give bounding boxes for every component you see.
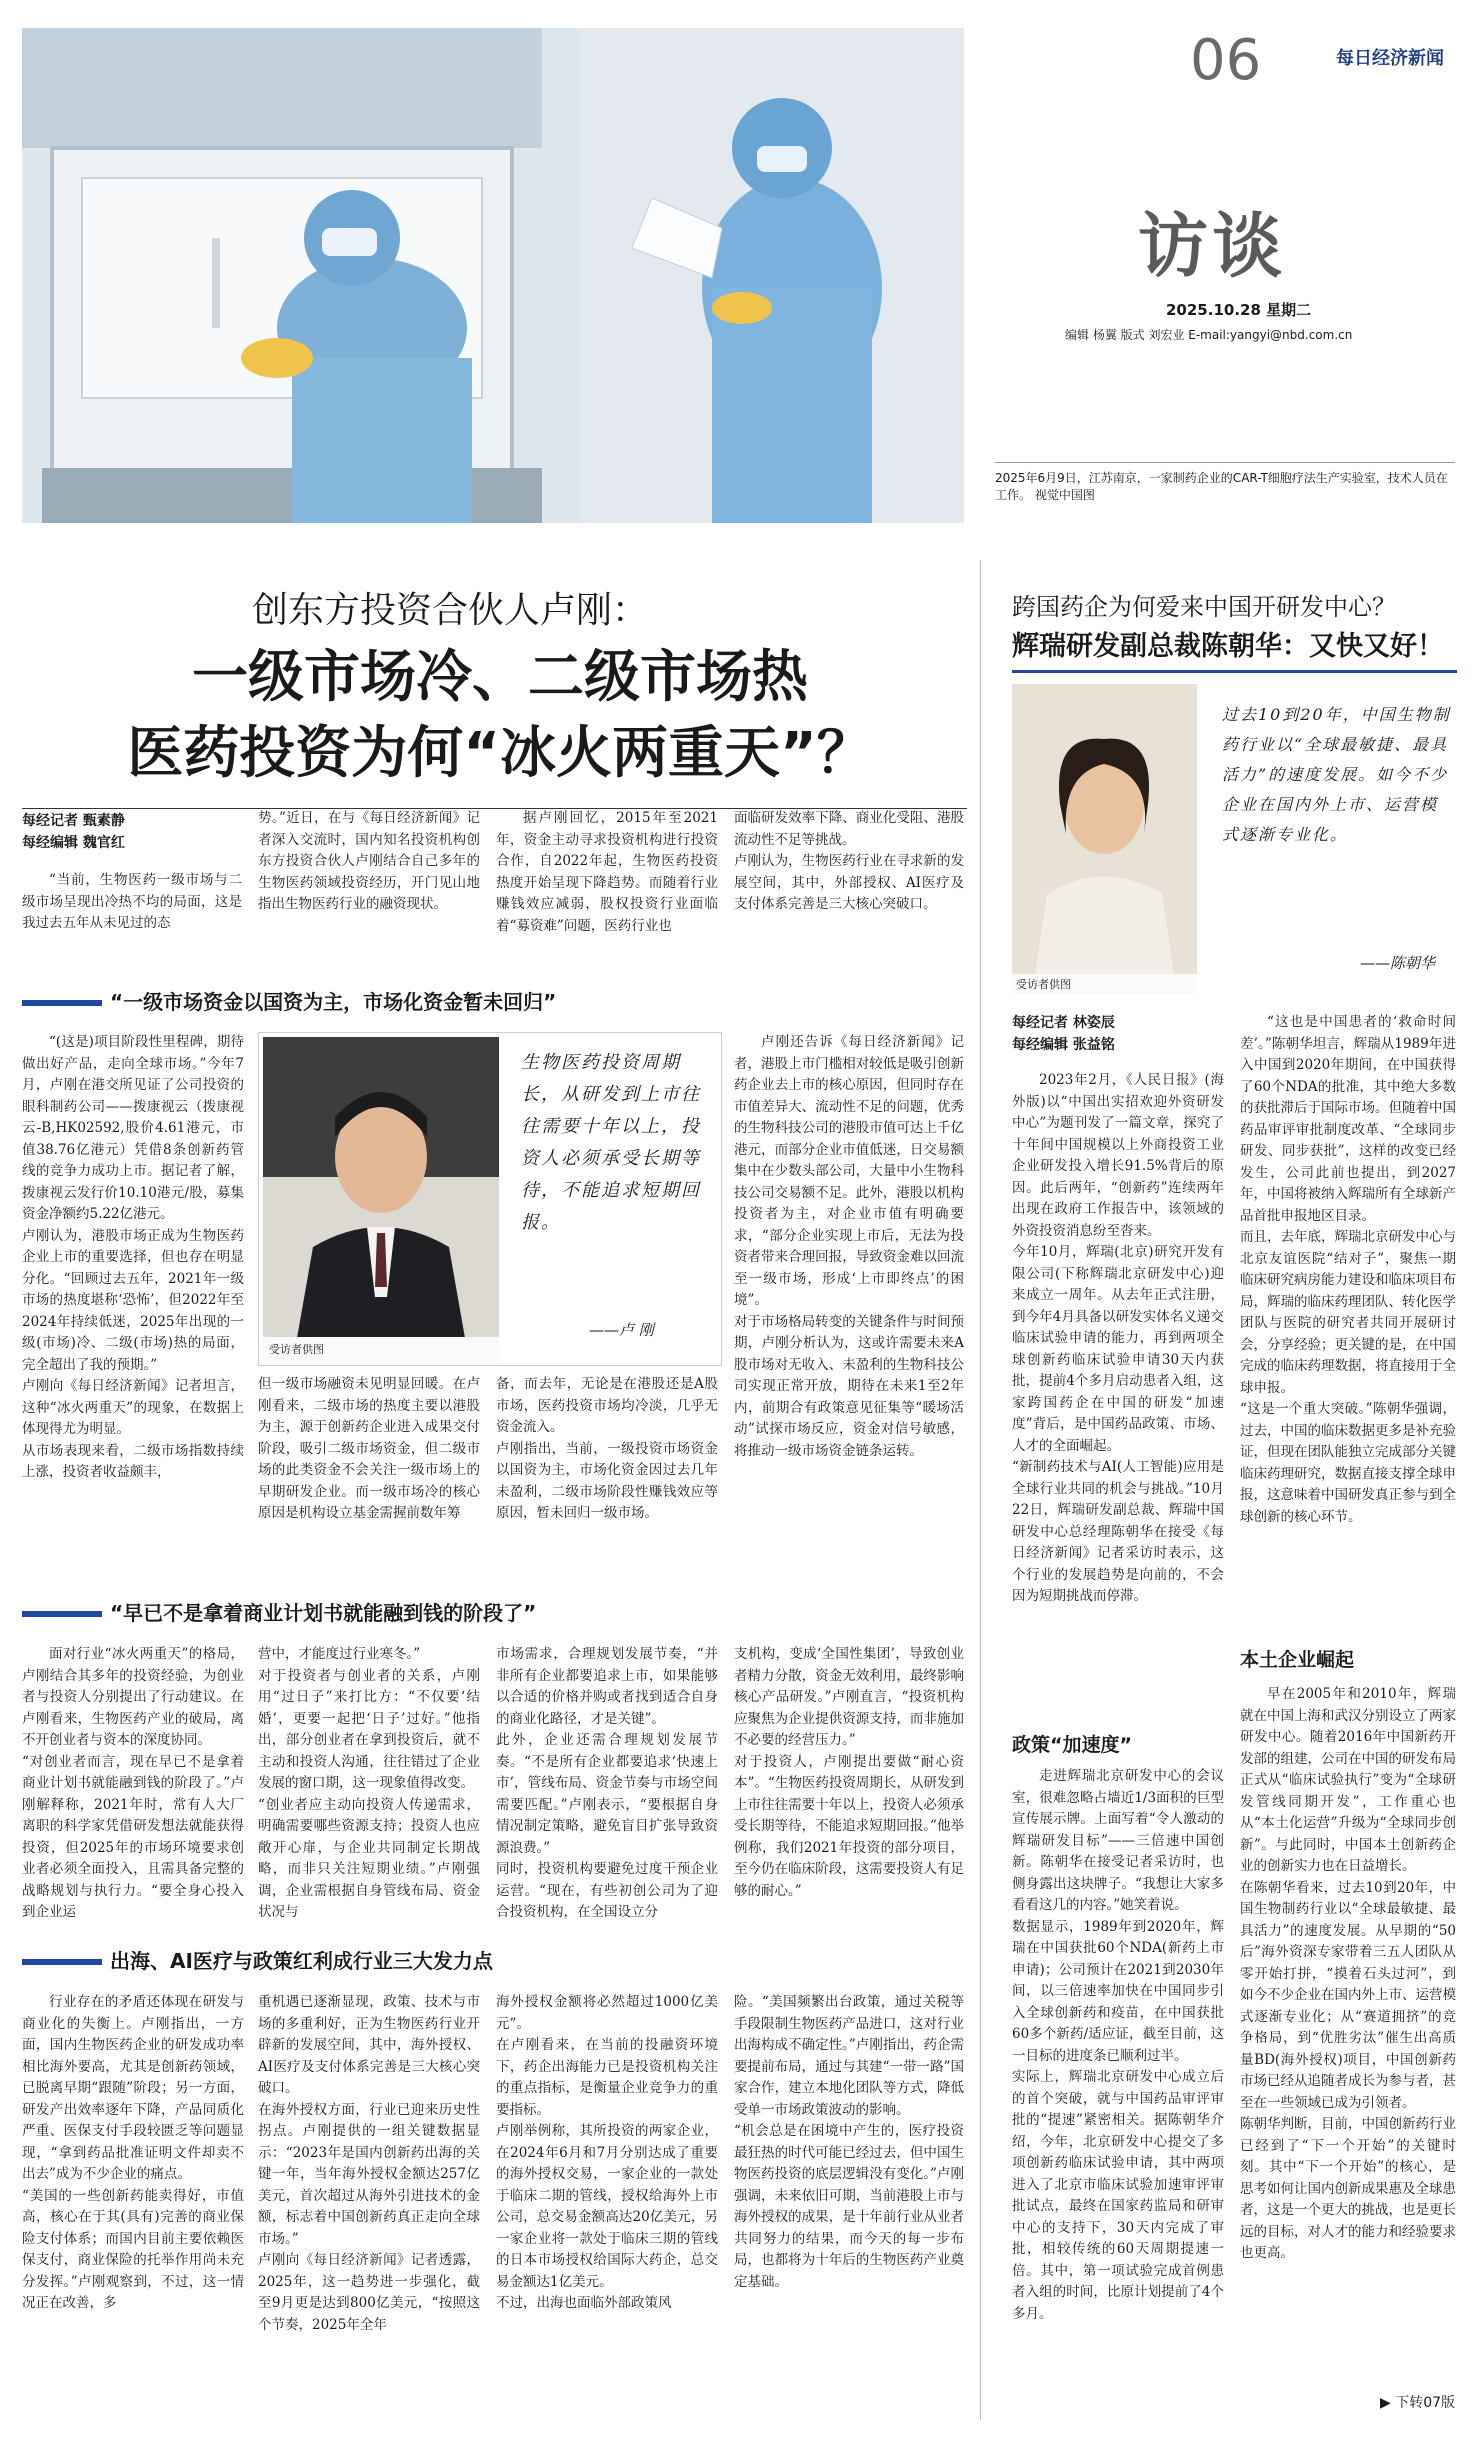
side-col2b: 早在2005年和2010年，辉瑞就在中国上海和武汉分别设立了两家研发中心。随着2016年中国新药开发部的组建，公司在中国的研发布局正式从“临床试验执行”变为“全球研发管线同期开发”，工作重心也从“本土化运营”升级为“全球同步创新”。与此同时，中国本土创新药企业的创新实力也在日益增长。 在陈朝华看来，过去10到20年，中国生物制药行业以“全球最敏捷、最具活力”的速度发展。从早期的“50后”海外资深专家带着三五人团队从零开始打拼，“摸着石头过河”，到如今不少企业在国内外上市、运营模式逐渐专业化；从“赛道拥挤”的竞争格局，到“优胜劣汰”催生出高质量BD(海外授权)项目，中国创新药市场已经从追随者成长为参与者，甚至在一些领域已成为引领者。 陈朝华判断，目前，中国创新药行业已经到了“下一个开始”的关键时刻。其中“下一个开始”的核心，是思考如何让国内创新成果惠及全球患者，这是一个更大的挑战，也是更长远的目标，对人才的能力和经验要求也更高。 <box>1240 1686 1456 2261</box>
section3-col1: 行业存在的矛盾还体现在研发与商业化的失衡上。卢刚指出，一方面，国内生物医药企业的研发成功率相比海外要高，尤其是创新药领域，已脱离早期“跟随”阶段；另一方面，研发产出效率逐年下降，产品同质化严重、医保支付手段较匮乏等问题显现，“拿到药品批准证明文件却卖不出去”成为不少企业的痛点。 “美国的一些创新药能卖得好，市值高，核心在于其(具有)完善的商业保险支付体系；而国内目前主要依赖医保支付，商业保险的托举作用尚未充分发挥。”卢刚观察到，不过，这一情况正在改善，多 <box>22 1994 244 2311</box>
section1-col4: 卢刚还告诉《每日经济新闻》记者，港股上市门槛相对较低是吸引创新药企业去上市的核心原因，但同时存在市值差异大、流动性不足的问题，优秀的生物科技公司的港股市值可达上千亿港元，而部分企业市值低迷，日交易额集中在少数头部公司，大量中小生物科技公司交易额不足。此外，港股以机构投资者为主，对企业市值有明确要求，“部分企业实现上市后，无法为投资者带来合理回报，导致资金难以回流至一级市场，形成‘上市即终点’的困境”。 对于市场格局转变的关键条件与时间预期，卢刚分析认为，这或许需要未来A股市场对无收入、未盈利的生物科技公司实现正常开放，期待在未来1至2年内，前期合有政策意见征集等“暖场活动”试探市场反应，资金对信号敏感，将推动一级市场资金链条运转。 <box>734 1034 964 1459</box>
main-headline-line1: 一级市场冷、二级市场热 <box>192 645 808 710</box>
section3-title: 出海、AI医疗与政策红利成行业三大发力点 <box>110 1949 493 1973</box>
portrait-lugang-credit: 受访者供图 <box>269 1343 324 1356</box>
issue-date: 2025.10.28 星期二 <box>1166 301 1312 319</box>
portrait-chenzhaohua-credit: 受访者供图 <box>1016 978 1071 991</box>
side-quote-sign: ——陈朝华 <box>1360 954 1436 972</box>
side-reporter: 每经记者 林姿辰 <box>1012 1015 1115 1031</box>
photo-caption: 2025年6月9日，江苏南京，一家制药企业的CAR-T细胞疗法生产实验室，技术人员在工作。 视觉中国图 <box>995 471 1448 502</box>
page-editors: 编辑 杨翼 版式 刘宏业 E-mail:yangyi@nbd.com.cn <box>1065 328 1353 342</box>
side-headline-rule <box>1012 670 1457 673</box>
side-byline <box>1012 1012 1115 1056</box>
next-page-label: 下转07版 <box>1395 2395 1456 2411</box>
section2-col1: 面对行业“冰火两重天”的格局，卢刚结合其多年的投资经验，为创业者与投资人分别提出了行动建议。在卢刚看来，生物医药产业的破局，离不开创业者与资本的深度协同。 “对创业者而言，现在早已不是拿着商业计划书就能融到钱的阶段了。”卢刚解释称，2021年时，常有人大厂离职的科学家凭借研发想法就能获得投资，但2025年的市场环境要求创业者必须全面投入，且需具备完整的战略规划与执行力。“要全身心投入到企业运 <box>22 1646 244 1920</box>
side-col2: “这也是中国患者的‘救命时间差’。”陈朝华坦言，辉瑞从1989年进入中国到2020年期间，在中国获得了60个NDA的批准，其中绝大多数的获批滞后于国际市场。但随着中国药品审评审批制度改革、“全球同步研发、同步获批”，这样的改变已经发生，公司此前也提出，到2027年，中国将被纳入辉瑞所有全球新产品首批申报地区目录。 而且，去年底，辉瑞北京研发中心与北京友谊医院“结对子”，聚焦一期临床研究病房能力建设和临床项目布局，辉瑞的临床药理团队、转化医学团队与医院的研究者共同开展研讨会，分享经验；更关键的是，在中国完成的临床药理数据，将直接用于全球申报。 “这是一个重大突破。”陈朝华强调，过去，中国的临床数据更多是补充验证，但现在团队能独立完成部分关键临床药理研究，数据直接支撑全球申报，这意味着中国研发真正参与到全球创新的核心环节。 <box>1240 1014 1456 1525</box>
section3-col2: 重机遇已逐渐显现，政策、技术与市场的多重利好，正为生物医药行业开辟新的发展空间，其中，海外授权、AI医疗及支付体系完善是三大核心突破口。 在海外授权方面，行业已迎来历史性拐点。卢刚提供的一组关键数据显示：“2023年是国内创新药出海的关键一年，当年海外授权金额达257亿美元，首次超过从海外引进技术的金额，标志着中国创新药真正走向全球市场。” 卢刚向《每日经济新闻》记者透露，2025年，这一趋势进一步强化，截至9月更是达到800亿美元，“按照这个节奏，2025年全年 <box>258 1994 480 2333</box>
main-reporter: 每经记者 甄素静 <box>22 813 125 829</box>
side-sub2: 本土企业崛起 <box>1240 1649 1355 1671</box>
section2-title: “早已不是拿着商业计划书就能融到钱的阶段了” <box>110 1601 537 1625</box>
lab-scene-illustration <box>22 28 964 523</box>
main-byline <box>22 810 125 854</box>
main-headline-line2: 医药投资为何“冰火两重天”？ <box>127 721 873 786</box>
side-quote: 过去10到20年，中国生物制药行业以“全球最敏捷、最具活力”的速度发展。如今不少企业在国内外上市、运营模式逐渐专业化。 <box>1222 705 1451 844</box>
lead-col-1: “当前，生物医药一级市场与二级市场呈现出冷热不均的局面，这是我过去五年从未见过的态 <box>22 872 242 931</box>
section1-bar <box>22 1000 102 1006</box>
side-sub1: 政策“加速度” <box>1012 1734 1132 1756</box>
portrait-lugang <box>263 1037 499 1361</box>
next-page-arrow-icon: ▶ <box>1380 2395 1396 2411</box>
column-divider <box>980 560 981 2420</box>
portrait-box-lugang <box>258 1032 722 1366</box>
main-kicker: 创东方投资合伙人卢刚： <box>252 590 649 631</box>
portrait-chenzhaohua-figure <box>1012 684 1197 994</box>
side-col1b: 走进辉瑞北京研发中心的会议室，很难忽略占墙近1/3面积的巨型宣传展示牌。上面写着“令人激动的辉瑞研发目标”——三倍速中国创新。陈朝华在接受记者采访时，也侧身露出这块牌子。“我想让大家多看看这几的内容。”她笑着说。 数据显示，1989年到2020年，辉瑞在中国获批60个NDA(新药上市申请)；公司预计在2021到2030年间，以三倍速率加快在中国同步引入全球创新药和疫苗，在中国获批60多个新药/适应证，截至目前，这一目标的进度条已顺利过半。 实际上，辉瑞北京研发中心成立后的首个突破，就与中国药品审评审批的“提速”紧密相关。据陈朝华介绍，今年，北京研发中心提交了多项创新药临床试验申请，其中两项进入了北京市临床试验加速审评审批试点，最终在国家药监局和研审中心的支持下，30天内完成了审批，相较传统的60天周期提速一倍。其中，第一项试验完成首例患者入组的时间，比原计划提前了4个多月。 <box>1012 1768 1224 2322</box>
top-photo <box>22 28 964 523</box>
section3-col3: 海外授权金额将必然超过1000亿美元”。 在卢刚看来，在当前的投融资环境下，药企出海能力已是投资机构关注的重点指标，是衡量企业竞争力的重要指标。 卢刚举例称，其所投资的两家企业，在2024年6月和7月分别达成了重要的海外授权交易，一家企业的一款处于临床二期的管线，授权给海外上市公司，总交易金额高达20亿美元，另一家企业将一款处于临床三期的管线的日本市场授权给国际大药企，总交易金额达1亿美元。 不过，出海也面临外部政策风 <box>496 1994 718 2311</box>
section2-col3: 市场需求，合理规划发展节奏，“并非所有企业都要追求上市，如果能够以合适的价格并购或者找到适合自身的商业化路径，才是关键”。 此外，企业还需合理规划发展节奏。“不是所有企业都要追求‘快速上市’，管线布局、资金节奏与市场空间需要匹配。”卢刚表示，“要根据自身情况制定策略，避免盲目扩张导致资源浪费。” 同时，投资机构要避免过度干预企业运营。“现在，有些初创公司为了迎合投资机构，在全国设立分 <box>496 1646 718 1920</box>
main-editor: 每经编辑 魏官红 <box>22 835 125 851</box>
side-col1: 2023年2月，《人民日报》(海外版)以“中国出实招欢迎外资研发中心”为题刊发了一篇文章，探究了十年间中国规模以上外商投资工业企业研发投入增长91.5%背后的原因。此后两年，“创新药”连续两年出现在政府工作报告中，该领域的外资投资消息纷至沓来。 今年10月，辉瑞(北京)研究开发有限公司(下称辉瑞北京研发中心)迎来成立一周年。从去年正式注册，到今年4月具备以研发实体名义递交临床试验申请的能力，再到两项全球创新药临床试验申请30天内获批，提前4个多月启动患者入组，这家跨国药企在中国的研发“加速度”背后，是中国药品政策、市场、人才的全面崛起。 “新制药技术与AI(人工智能)应用是全球行业共同的机会与挑战。”10月22日，辉瑞研发副总裁、辉瑞中国研发中心总经理陈朝华在接受《每日经济新闻》记者采访时表示，这个行业的发展趋势是向前的，不会因为短期挑战而停滞。 <box>1012 1072 1224 1604</box>
caption-divider <box>995 462 1455 463</box>
side-headline: 辉瑞研发副总裁陈朝华：又快又好！ <box>1012 631 1444 662</box>
portrait-lugang-quote: 生物医药投资周期长，从研发到上市往往需要十年以上，投资人必须承受长期等待，不能追求短期回报。 <box>521 1052 701 1233</box>
section1-col1: “(这是)项目阶段性里程碑，期待做出好产品，走向全球市场。”今年7月，卢刚在港交所见证了公司投资的眼科制药公司——拨康视云（拨康视云-B,HK02592,股价4.61港元，市值38.76亿港元）凭借8条创新药管线的竞争力成功上市。据记者了解，拨康视云发行价10.10港元/股，募集资金净额约5.22亿港元。 卢刚认为，港股市场正成为生物医药企业上市的重要选择，但也存在明显分化。“回顾过去五年，2021年一级市场的热度堪称‘恐怖’，但2022年至2024年持续低迷，2025年出现的一级(市场)冷、二级(市场)热的局面，完全超出了我的预期。” 卢刚向《每日经济新闻》记者坦言，这种“冰火两重天”的现象，在数据上体现得尤为明显。 从市场表现来看，二级市场指数持续上涨，投资者收益颇丰， <box>22 1034 244 1480</box>
section1-col3: 备，而去年，无论是在港股还是A股市场，医药投资市场均冷淡，几乎无资金流入。 卢刚指出，当前，一级投资市场资金以国资为主，市场化资金因过去几年未盈利，二级市场阶段性赚钱效应等原因，暂未回归一级市场。 <box>496 1376 718 1521</box>
section2-col2: 营中，才能度过行业寒冬。” 对于投资者与创业者的关系，卢刚用“过日子”来打比方：“不仅要‘结婚’，更要一起把‘日子’过好。”他指出，部分创业者在拿到投资后，就不主动和投资人沟通，往往错过了企业发展的窗口期，这一现象值得改变。 “创业者应主动向投资人传递需求，明确需要哪些资源支持；投资人也应敞开心扉，与企业共同制定长期战略，而非只关注短期业绩。”卢刚强调，企业需根据自身管线布局、资金状况与 <box>258 1646 480 1920</box>
lead-col-4: 面临研发效率下降、商业化受阻、港股流动性不足等挑战。 卢刚认为，生物医药行业在寻求新的发展空间，其中，外部授权、AI医疗及支付体系完善是三大核心突破口。 <box>734 810 964 912</box>
side-kicker: 跨国药企为何爱来中国开研发中心？ <box>1012 593 1396 621</box>
portrait-lugang-sign: ——卢 刚 <box>589 1321 654 1339</box>
section1-col2: 但一级市场融资未见明显回暖。在卢刚看来，二级市场的热度主要以港股为主，源于创新药企业进入成果交付阶段，吸引二级市场资金，但二级市场的此类资金不会关注一级市场上的早期研发企业。而一级市场冷的核心原因是机构设立基金需握前数年筹 <box>258 1376 480 1521</box>
page-number: 06 <box>1190 28 1262 93</box>
portrait-lugang-figure <box>263 1037 499 1361</box>
section1-title: “一级市场资金以国资为主，市场化资金暂未回归” <box>110 990 557 1014</box>
side-editor: 每经编辑 张益铭 <box>1012 1037 1115 1053</box>
lead-col-2: 势。”近日，在与《每日经济新闻》记者深入交流时，国内知名投资机构创东方投资合伙人卢刚结合自己多年的生物医药领域投资经历，开门见山地指出生物医药行业的融资现状。 <box>258 810 480 912</box>
lead-col-3: 据卢刚回忆，2015年至2021年，资金主动寻求投资机构进行投资合作，自2022年起，生物医药投资热度开始呈现下降趋势。而随着行业赚钱效应减弱，股权投资行业面临着“募资难”问题，医药行业也 <box>496 810 718 934</box>
section2-bar <box>22 1611 102 1617</box>
portrait-chenzhaohua <box>1012 684 1197 994</box>
section-title: 访谈 <box>1138 204 1286 287</box>
section2-col4: 支机构，变成‘全国性集团’，导致创业者精力分散，资金无效利用，最终影响核心产品研发。”卢刚直言，“投资机构应聚焦为企业提供资源支持，而非施加不必要的经营压力。” 对于投资人，卢刚提出要做“耐心资本”。“生物医药投资周期长，从研发到上市往往需要十年以上，投资人必须承受长期等待，不能追求短期回报。”他举例称，我们2021年投资的部分项目，至今仍在临床阶段，这需要投资人有足够的耐心。” <box>734 1646 964 1899</box>
next-page-note <box>1380 2392 1455 2412</box>
main-headline <box>100 640 900 792</box>
section3-bar <box>22 1959 102 1965</box>
section3-col4: 险。“美国频繁出台政策，通过关税等手段限制生物医药产品进口，这对行业出海构成不确定性。”卢刚指出，药企需要提前布局，通过与其建“一带一路”国家合作，建立本地化团队等方式，降低受单一市场政策波动的影响。 “机会总是在困境中产生的，医疗投资最狂热的时代可能已经过去，但中国生物医药投资的底层逻辑没有变化。”卢刚强调，未来依旧可期，当前港股上市与海外授权的成果，是十年前行业从业者共同努力的结果，而今天的每一步布局，也都将为十年后的生物医药产业奠定基础。 <box>734 1994 964 2290</box>
newspaper-name: 每日经济新闻 <box>1336 48 1444 69</box>
